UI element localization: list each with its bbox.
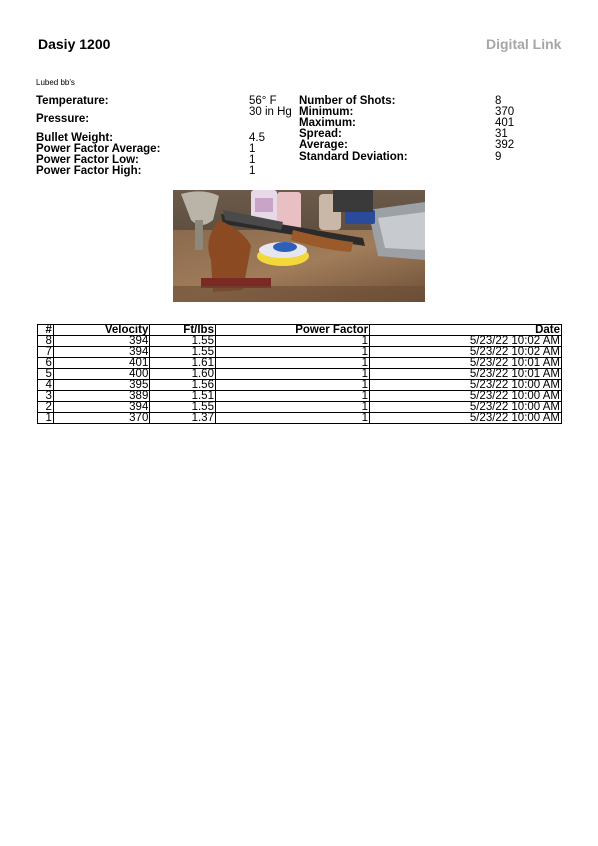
table-row xyxy=(38,347,562,358)
minimum-value: 370 xyxy=(495,106,515,118)
std-deviation-value: 9 xyxy=(495,151,502,163)
cell-velocity: 370 xyxy=(53,413,149,424)
cell-date: 5/23/22 10:00 AM xyxy=(370,391,562,402)
report-title: Dasiy 1200 xyxy=(38,36,111,52)
header-shot-number: # xyxy=(38,325,54,336)
cell-velocity: 394 xyxy=(53,336,149,347)
cell-ft-lbs: 1.60 xyxy=(150,369,216,380)
cell-date: 5/23/22 10:02 AM xyxy=(370,347,562,358)
cell-power-factor: 1 xyxy=(215,402,369,413)
cell-shot-number: 8 xyxy=(38,336,54,347)
table-row xyxy=(38,358,562,369)
cell-velocity: 400 xyxy=(53,369,149,380)
brand-name: Digital Link xyxy=(486,36,562,52)
shots-count-value: 8 xyxy=(495,95,502,107)
cell-power-factor: 1 xyxy=(215,347,369,358)
cell-ft-lbs: 1.56 xyxy=(150,380,216,391)
spread-value: 31 xyxy=(495,128,508,140)
header-velocity: Velocity xyxy=(53,325,149,336)
pf-low-value: 1 xyxy=(249,154,256,166)
cell-power-factor: 1 xyxy=(215,391,369,402)
cell-ft-lbs: 1.51 xyxy=(150,391,216,402)
table-row xyxy=(38,391,562,402)
cell-shot-number: 3 xyxy=(38,391,54,402)
cell-shot-number: 2 xyxy=(38,402,54,413)
table-header-row xyxy=(38,325,562,336)
pf-average-label: Power Factor Average: xyxy=(36,143,161,155)
cell-ft-lbs: 1.37 xyxy=(150,413,216,424)
minimum-label: Minimum: xyxy=(299,106,354,118)
bullet-weight-label: Bullet Weight: xyxy=(36,132,114,144)
cell-shot-number: 4 xyxy=(38,380,54,391)
cell-ft-lbs: 1.55 xyxy=(150,336,216,347)
maximum-value: 401 xyxy=(495,117,515,129)
average-label: Average: xyxy=(299,139,348,151)
spread-label: Spread: xyxy=(299,128,342,140)
cell-ft-lbs: 1.55 xyxy=(150,347,216,358)
cell-shot-number: 1 xyxy=(38,413,54,424)
table-row xyxy=(38,380,562,391)
temperature-value: 56° F xyxy=(249,95,277,107)
cell-velocity: 389 xyxy=(53,391,149,402)
table-row xyxy=(38,336,562,347)
std-deviation-label: Standard Deviation: xyxy=(299,151,408,163)
bullet-weight-value: 4.5 xyxy=(249,132,265,144)
cell-date: 5/23/22 10:01 AM xyxy=(370,358,562,369)
airgun-photo xyxy=(173,190,425,302)
cell-velocity: 394 xyxy=(53,347,149,358)
cell-shot-number: 6 xyxy=(38,358,54,369)
table-row xyxy=(38,369,562,380)
cell-power-factor: 1 xyxy=(215,369,369,380)
table-row xyxy=(38,413,562,424)
cell-power-factor: 1 xyxy=(215,336,369,347)
pf-high-label: Power Factor High: xyxy=(36,165,142,177)
header-ft-lbs: Ft/lbs xyxy=(150,325,216,336)
cell-date: 5/23/22 10:01 AM xyxy=(370,369,562,380)
cell-velocity: 394 xyxy=(53,402,149,413)
cell-power-factor: 1 xyxy=(215,380,369,391)
cell-date: 5/23/22 10:00 AM xyxy=(370,413,562,424)
pf-high-value: 1 xyxy=(249,165,256,177)
header-power-factor: Power Factor xyxy=(215,325,369,336)
shots-count-label: Number of Shots: xyxy=(299,95,396,107)
header-date: Date xyxy=(370,325,562,336)
cell-power-factor: 1 xyxy=(215,413,369,424)
cell-velocity: 395 xyxy=(53,380,149,391)
pressure-label: Pressure: xyxy=(36,113,90,125)
cell-ft-lbs: 1.55 xyxy=(150,402,216,413)
cell-velocity: 401 xyxy=(53,358,149,369)
cell-date: 5/23/22 10:02 AM xyxy=(370,336,562,347)
maximum-label: Maximum: xyxy=(299,117,356,129)
cell-power-factor: 1 xyxy=(215,358,369,369)
pf-average-value: 1 xyxy=(249,143,256,155)
table-row xyxy=(38,402,562,413)
pf-low-label: Power Factor Low: xyxy=(36,154,139,166)
pressure-value: 30 in Hg xyxy=(249,106,292,118)
average-value: 392 xyxy=(495,139,515,151)
cell-shot-number: 7 xyxy=(38,347,54,358)
temperature-label: Temperature: xyxy=(36,95,109,107)
cell-shot-number: 5 xyxy=(38,369,54,380)
cell-date: 5/23/22 10:00 AM xyxy=(370,402,562,413)
cell-ft-lbs: 1.61 xyxy=(150,358,216,369)
cell-date: 5/23/22 10:00 AM xyxy=(370,380,562,391)
shots-table xyxy=(37,324,562,424)
session-note: Lubed bb's xyxy=(36,78,75,87)
